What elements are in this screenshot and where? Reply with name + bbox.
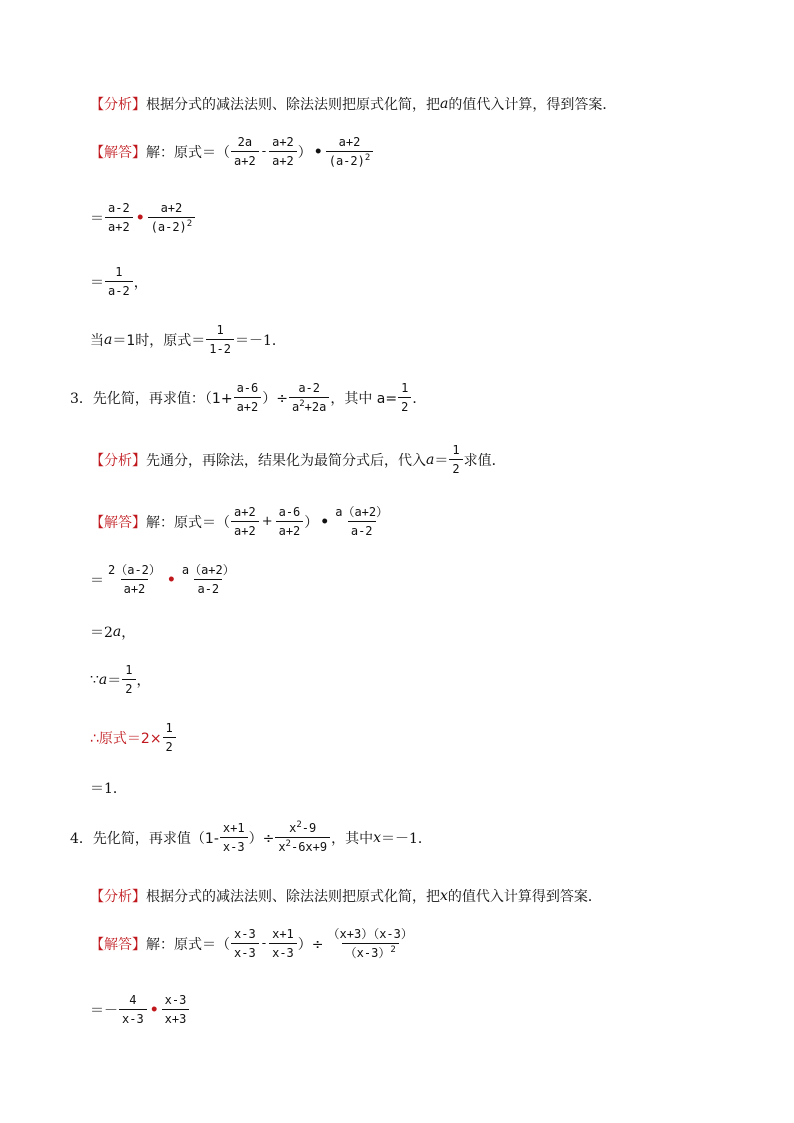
p4-analysis-line bbox=[90, 886, 602, 906]
analysis-variable: a bbox=[440, 96, 449, 112]
divide: ）÷ bbox=[262, 390, 288, 407]
equals: ＝ bbox=[90, 274, 104, 291]
p3-solution-step-2 bbox=[90, 562, 239, 597]
fraction: $\frac{1}{2}$ bbox=[163, 720, 176, 755]
fraction: $\frac{x-3}{x+3}$ bbox=[162, 992, 190, 1027]
analysis-tag: 【分析】 bbox=[90, 97, 146, 113]
analysis-text: 先通分，再除法，结果化为最简分式后，代入 bbox=[146, 452, 426, 469]
analysis-tag: 【分析】 bbox=[90, 889, 146, 905]
comma: ， bbox=[136, 672, 151, 689]
fraction: $\frac{(x+3)(x-3)}{(x-3)^2}$ bbox=[327, 927, 413, 960]
multiply-dot: • bbox=[149, 1001, 159, 1018]
equals: ＝ bbox=[90, 572, 104, 589]
p3-solution-step-3 bbox=[90, 622, 135, 642]
therefore-text: ∴原式＝2× bbox=[90, 730, 162, 747]
equals-minus: ＝－ bbox=[90, 1002, 118, 1019]
fraction: $\frac{2a}{a+2}$ bbox=[231, 134, 259, 169]
solution-lead: 解：原式＝（ bbox=[146, 936, 230, 953]
fraction: $\frac{1}{2}$ bbox=[122, 662, 135, 697]
comma: ， bbox=[121, 625, 136, 641]
fraction: $\frac{a+2}{(a-2)^2}$ bbox=[148, 200, 196, 235]
fraction: $\frac{a-6}{a+2}$ bbox=[234, 380, 262, 415]
variable: x bbox=[373, 829, 381, 846]
analysis-variable: a bbox=[426, 451, 435, 468]
stem-text: 先化简，再求值（1- bbox=[92, 830, 219, 847]
multiply-dot: • bbox=[313, 143, 323, 160]
analysis-text: 根据分式的减法法则、除法法则把原式化简，把 bbox=[146, 97, 440, 113]
fraction: $\frac{x+1}{x-3}$ bbox=[220, 820, 248, 855]
analysis-text: 根据分式的减法法则、除法法则把原式化简，把 bbox=[146, 889, 440, 905]
fraction: $\frac{a(a+2)}{a-2}$ bbox=[181, 563, 235, 596]
p3-analysis-line bbox=[90, 442, 506, 477]
analysis-text-end: 的值代入计算，得到答案． bbox=[448, 97, 617, 113]
when-text: 当 bbox=[90, 332, 104, 349]
fraction: $\frac{1}{a-2}$ bbox=[105, 264, 133, 299]
period: ． bbox=[412, 390, 427, 407]
multiply-dot: • bbox=[166, 571, 176, 588]
variable: a bbox=[98, 671, 108, 688]
fraction: $\frac{1}{2}$ bbox=[398, 380, 411, 415]
fraction: $\frac{x^2-9}{x^2-6x+9}$ bbox=[275, 820, 330, 855]
fraction: $\frac{x-3}{x-3}$ bbox=[231, 926, 259, 961]
p2-solution-step-4 bbox=[90, 322, 286, 357]
fraction: $\frac{x+1}{x-3}$ bbox=[269, 926, 297, 961]
solution-tag: 【解答】 bbox=[90, 514, 146, 531]
analysis-text-end: 的值代入计算得到答案． bbox=[447, 889, 602, 905]
fraction: $\frac{a+2}{a+2}$ bbox=[269, 134, 297, 169]
stem-condition: ，其中 bbox=[331, 830, 374, 847]
p3-solution-step-4 bbox=[90, 662, 151, 697]
analysis-variable: x bbox=[440, 888, 448, 904]
fraction: $\frac{1}{2}$ bbox=[449, 442, 462, 477]
solution-lead: 解：原式＝（ bbox=[146, 514, 230, 531]
equals: ＝ bbox=[107, 672, 122, 689]
fraction: $\frac{1}{1-2}$ bbox=[206, 322, 234, 357]
fraction: $\frac{a+2}{a+2}$ bbox=[231, 504, 259, 539]
equals: ＝ bbox=[90, 210, 104, 227]
solution-tag: 【解答】 bbox=[90, 936, 146, 953]
equals: ＝2 bbox=[90, 625, 113, 641]
result: ＝1． bbox=[90, 781, 127, 797]
stem-value: ＝－1． bbox=[381, 830, 432, 847]
paren-close: ） bbox=[304, 514, 319, 531]
fraction: $\frac{a-6}{a+2}$ bbox=[276, 504, 304, 539]
variable: a bbox=[112, 624, 122, 640]
because-symbol: ∵ bbox=[90, 671, 99, 688]
result: ＝－1． bbox=[234, 332, 286, 349]
p4-stem bbox=[70, 820, 432, 855]
p2-solution-step-1 bbox=[90, 134, 374, 169]
p4-solution-step-1 bbox=[90, 926, 417, 961]
p3-solution-step-1 bbox=[90, 504, 392, 539]
problem-number: 3． bbox=[70, 390, 93, 407]
fraction: $\frac{a-2}{a+2}$ bbox=[105, 200, 133, 235]
analysis-text-end: 求值． bbox=[463, 452, 506, 469]
fraction: $\frac{a+2}{(a-2)^2}$ bbox=[326, 134, 374, 169]
p3-solution-step-5 bbox=[90, 720, 177, 755]
solution-tag: 【解答】 bbox=[90, 144, 146, 161]
paren-close: ） bbox=[297, 144, 312, 161]
operator: - bbox=[261, 936, 267, 951]
equals: ＝ bbox=[434, 452, 449, 469]
stem-text: 先化简，再求值：（1+ bbox=[92, 390, 233, 407]
divide: ）÷ bbox=[248, 830, 275, 847]
fraction: $\frac{a(a+2)}{a-2}$ bbox=[335, 505, 389, 538]
p3-solution-step-6 bbox=[90, 778, 127, 798]
fraction: $\frac{4}{x-3}$ bbox=[119, 992, 147, 1027]
problem-number: 4． bbox=[70, 830, 93, 847]
fraction: $\frac{a-2}{a^2+2a}$ bbox=[289, 380, 329, 415]
divide: ）÷ bbox=[297, 936, 324, 953]
p3-stem bbox=[70, 380, 426, 415]
p2-solution-step-2 bbox=[90, 200, 196, 235]
stem-condition: ，其中 a= bbox=[330, 390, 398, 407]
operator: - bbox=[261, 144, 267, 159]
multiply-dot: • bbox=[135, 209, 145, 226]
solution-lead: 解：原式＝（ bbox=[146, 144, 230, 161]
step-text: ＝1时，原式＝ bbox=[112, 332, 206, 349]
multiply-dot: • bbox=[320, 513, 330, 530]
fraction: $\frac{2(a-2)}{a+2}$ bbox=[108, 563, 161, 596]
p2-analysis-line bbox=[90, 94, 616, 114]
p4-solution-step-2 bbox=[90, 992, 190, 1027]
comma: ， bbox=[133, 274, 148, 291]
p2-solution-step-3 bbox=[90, 264, 148, 299]
operator: + bbox=[261, 514, 273, 529]
analysis-tag: 【分析】 bbox=[90, 452, 146, 469]
variable: a bbox=[104, 331, 113, 348]
